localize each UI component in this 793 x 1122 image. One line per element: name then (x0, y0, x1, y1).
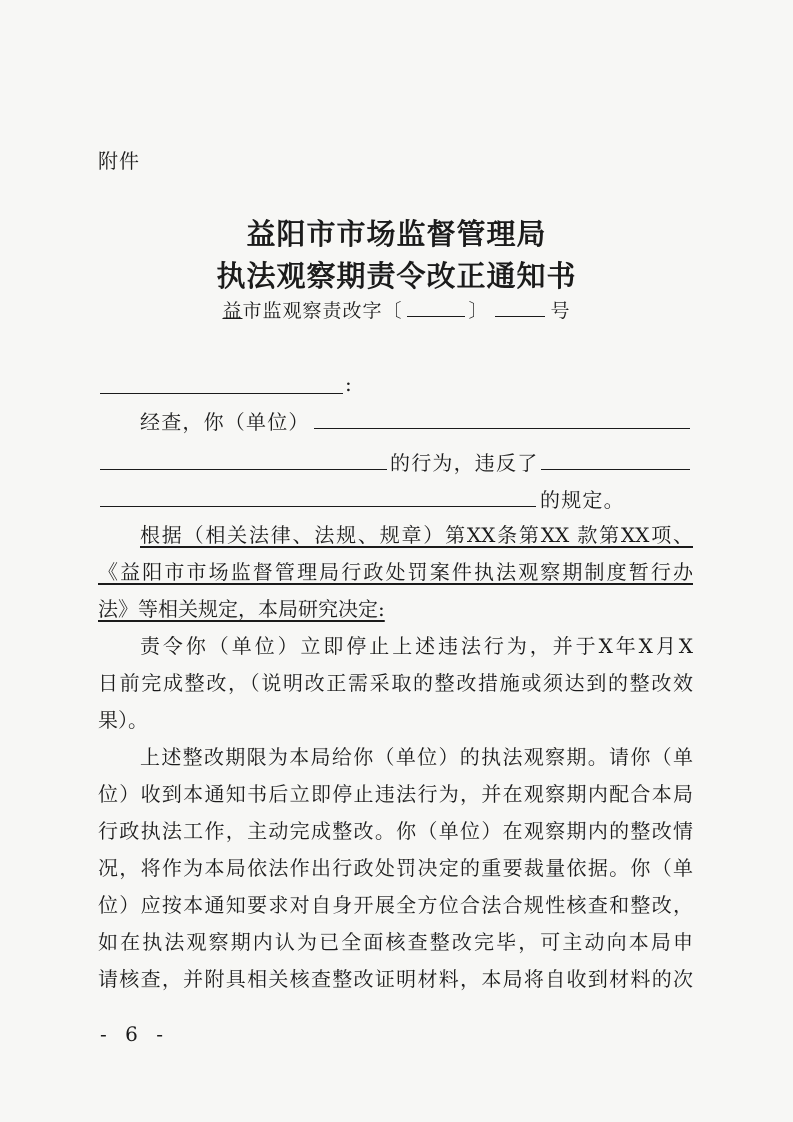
order-line-1: 责令你（单位）立即停止上述违法行为，并于X年X月X (140, 634, 693, 658)
violated-law-blank (541, 469, 690, 470)
entity-blank (314, 428, 690, 429)
doc-serial-blank (495, 296, 545, 317)
addressee-colon: : (345, 372, 353, 396)
document-title-name: 执法观察期责令改正通知书 (216, 259, 577, 293)
observation-line-7: 请核查，并附具相关核查整改证明材料，本局将自收到材料的次 (98, 967, 693, 991)
doc-number-prefix: 益 (222, 300, 243, 322)
doc-year-blank (407, 296, 465, 317)
legal-basis-line-3-text: 法》等相关规定，本局研究决定: (98, 597, 385, 621)
order-line-2: 日前完成整改，（说明改正需采取的整改措施或须达到的整改效 (98, 671, 693, 695)
document-number (0, 296, 793, 323)
addressee-blank (100, 393, 343, 394)
doc-number-close: 〕 (468, 300, 489, 322)
observation-line-3: 行政执法工作，主动完成整改。你（单位）在观察期内的整改情 (98, 819, 693, 843)
observation-line-1: 上述整改期限为本局给你（单位）的执法观察期。请你（单 (140, 745, 693, 769)
observation-line-5: 位）应按本通知要求对自身开展全方位合法合规性核查和整改， (98, 893, 693, 917)
behavior-blank (100, 469, 387, 470)
observation-line-6: 如在执法观察期内认为已全面核查整改完毕，可主动向本局申 (98, 930, 693, 954)
observation-line-4: 况，将作为本局依法作出行政处罚决定的重要裁量依据。你（单 (98, 856, 693, 880)
behavior-text: 的行为，违反了 (390, 451, 539, 475)
attachment-label: 附件 (98, 149, 140, 173)
doc-number-middle: 市监观察责改字〔 (242, 300, 403, 322)
observation-line-2: 位）收到本通知书后立即停止违法行为，并在观察期内配合本局 (98, 782, 693, 806)
order-line-3: 果）。 (98, 708, 148, 732)
page-number: - 6 - (100, 1022, 169, 1046)
finding-lead: 经查，你（单位） (140, 410, 310, 434)
legal-basis-line-1: 根据（相关法律、法规、规章）第XX条第XX 款第XX项、 (140, 523, 693, 547)
legal-basis-line-3 (98, 593, 693, 622)
provision-text: 的规定。 (540, 488, 625, 512)
legal-basis-line-2: 《益阳市市场监督管理局行政处罚案件执法观察期制度暂行办 (98, 560, 693, 584)
document-title-issuer: 益阳市市场监督管理局 (246, 217, 547, 251)
provision-blank (100, 506, 536, 507)
doc-number-suffix: 号 (550, 300, 571, 322)
